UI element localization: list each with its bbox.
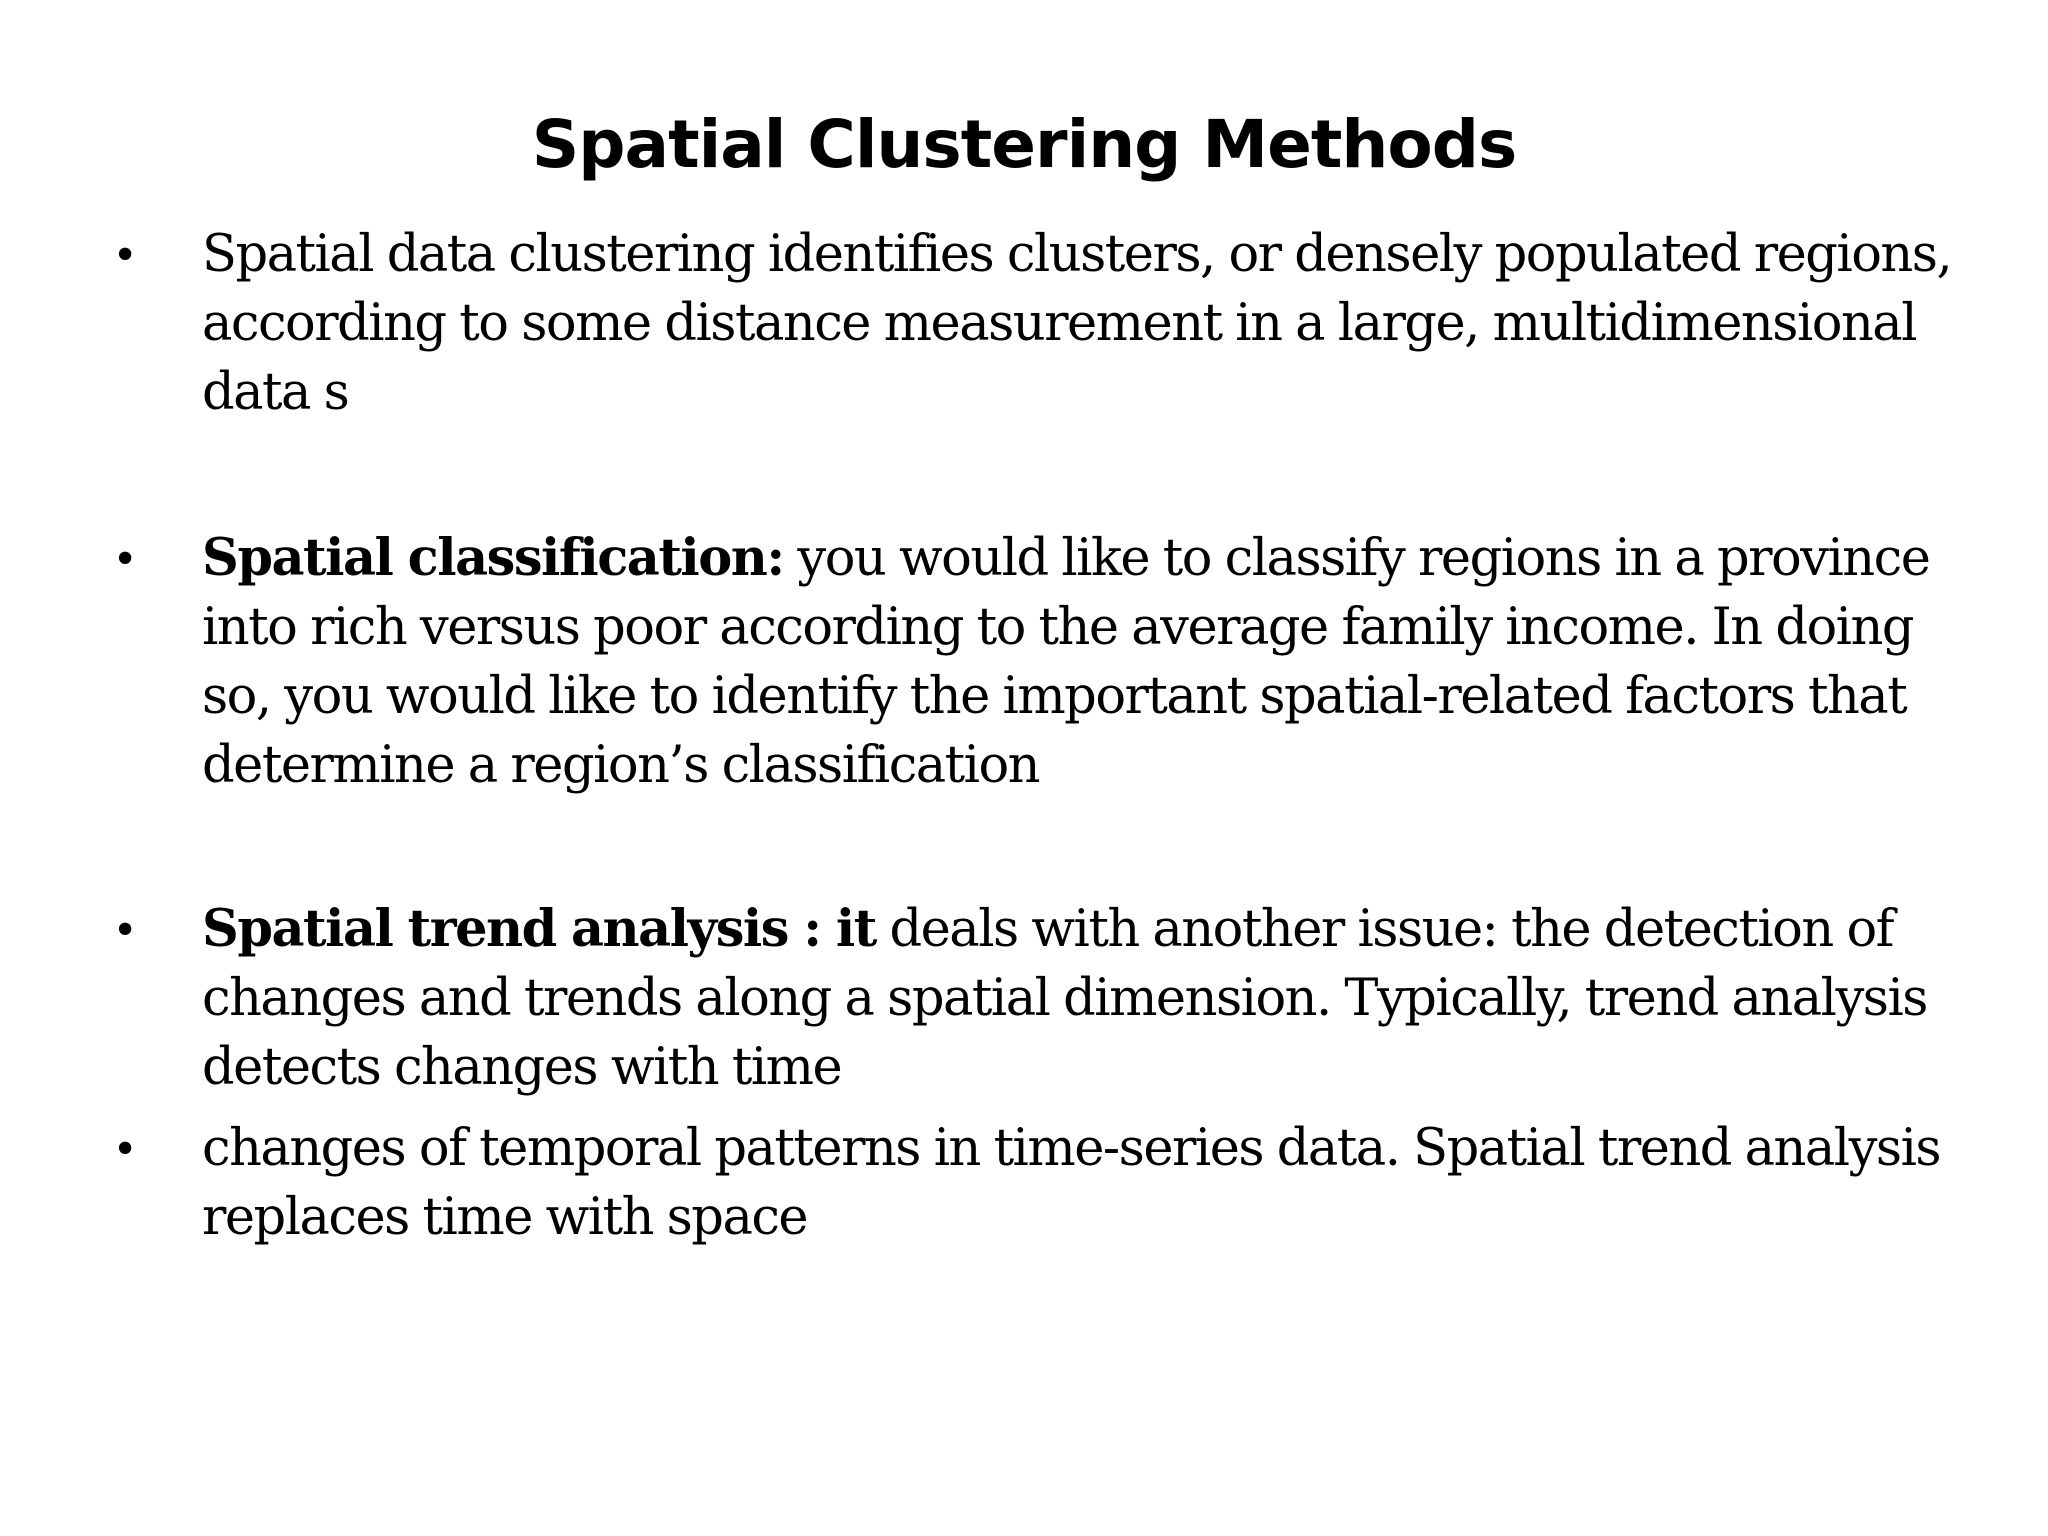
bullet-body: you would like to classify regions in a province into rich versus poor according to the average family income. In doing so, you would like to identify the important spatial-related factors that determine a region’s classification	[202, 529, 1930, 795]
bullet-body: Spatial data clustering identifies clusters, or densely populated regions, according to some distance measurement in a large, multidimensional data s	[202, 225, 1952, 422]
bullet-lead: Spatial trend analysis : it	[202, 899, 876, 959]
bullet-text	[202, 895, 1962, 1102]
bullet-marker: •	[116, 901, 135, 958]
bullet-text	[202, 1114, 1962, 1252]
bullet-marker: •	[116, 226, 135, 283]
bullet-text	[202, 524, 1962, 800]
bullet-body: changes of temporal patterns in time-series data. Spatial trend analysis replaces time with space	[202, 1119, 1941, 1247]
bullet-text	[202, 220, 1962, 427]
slide-title: Spatial Clustering Methods	[531, 106, 1517, 183]
bullet-lead: Spatial classification:	[202, 528, 784, 588]
bullet-marker: •	[116, 530, 135, 587]
bullet-body: deals with another issue: the detection of changes and trends along a spatial dimension. Typically, trend analysis detects changes with time	[202, 900, 1927, 1097]
bullet-marker: •	[116, 1120, 135, 1177]
